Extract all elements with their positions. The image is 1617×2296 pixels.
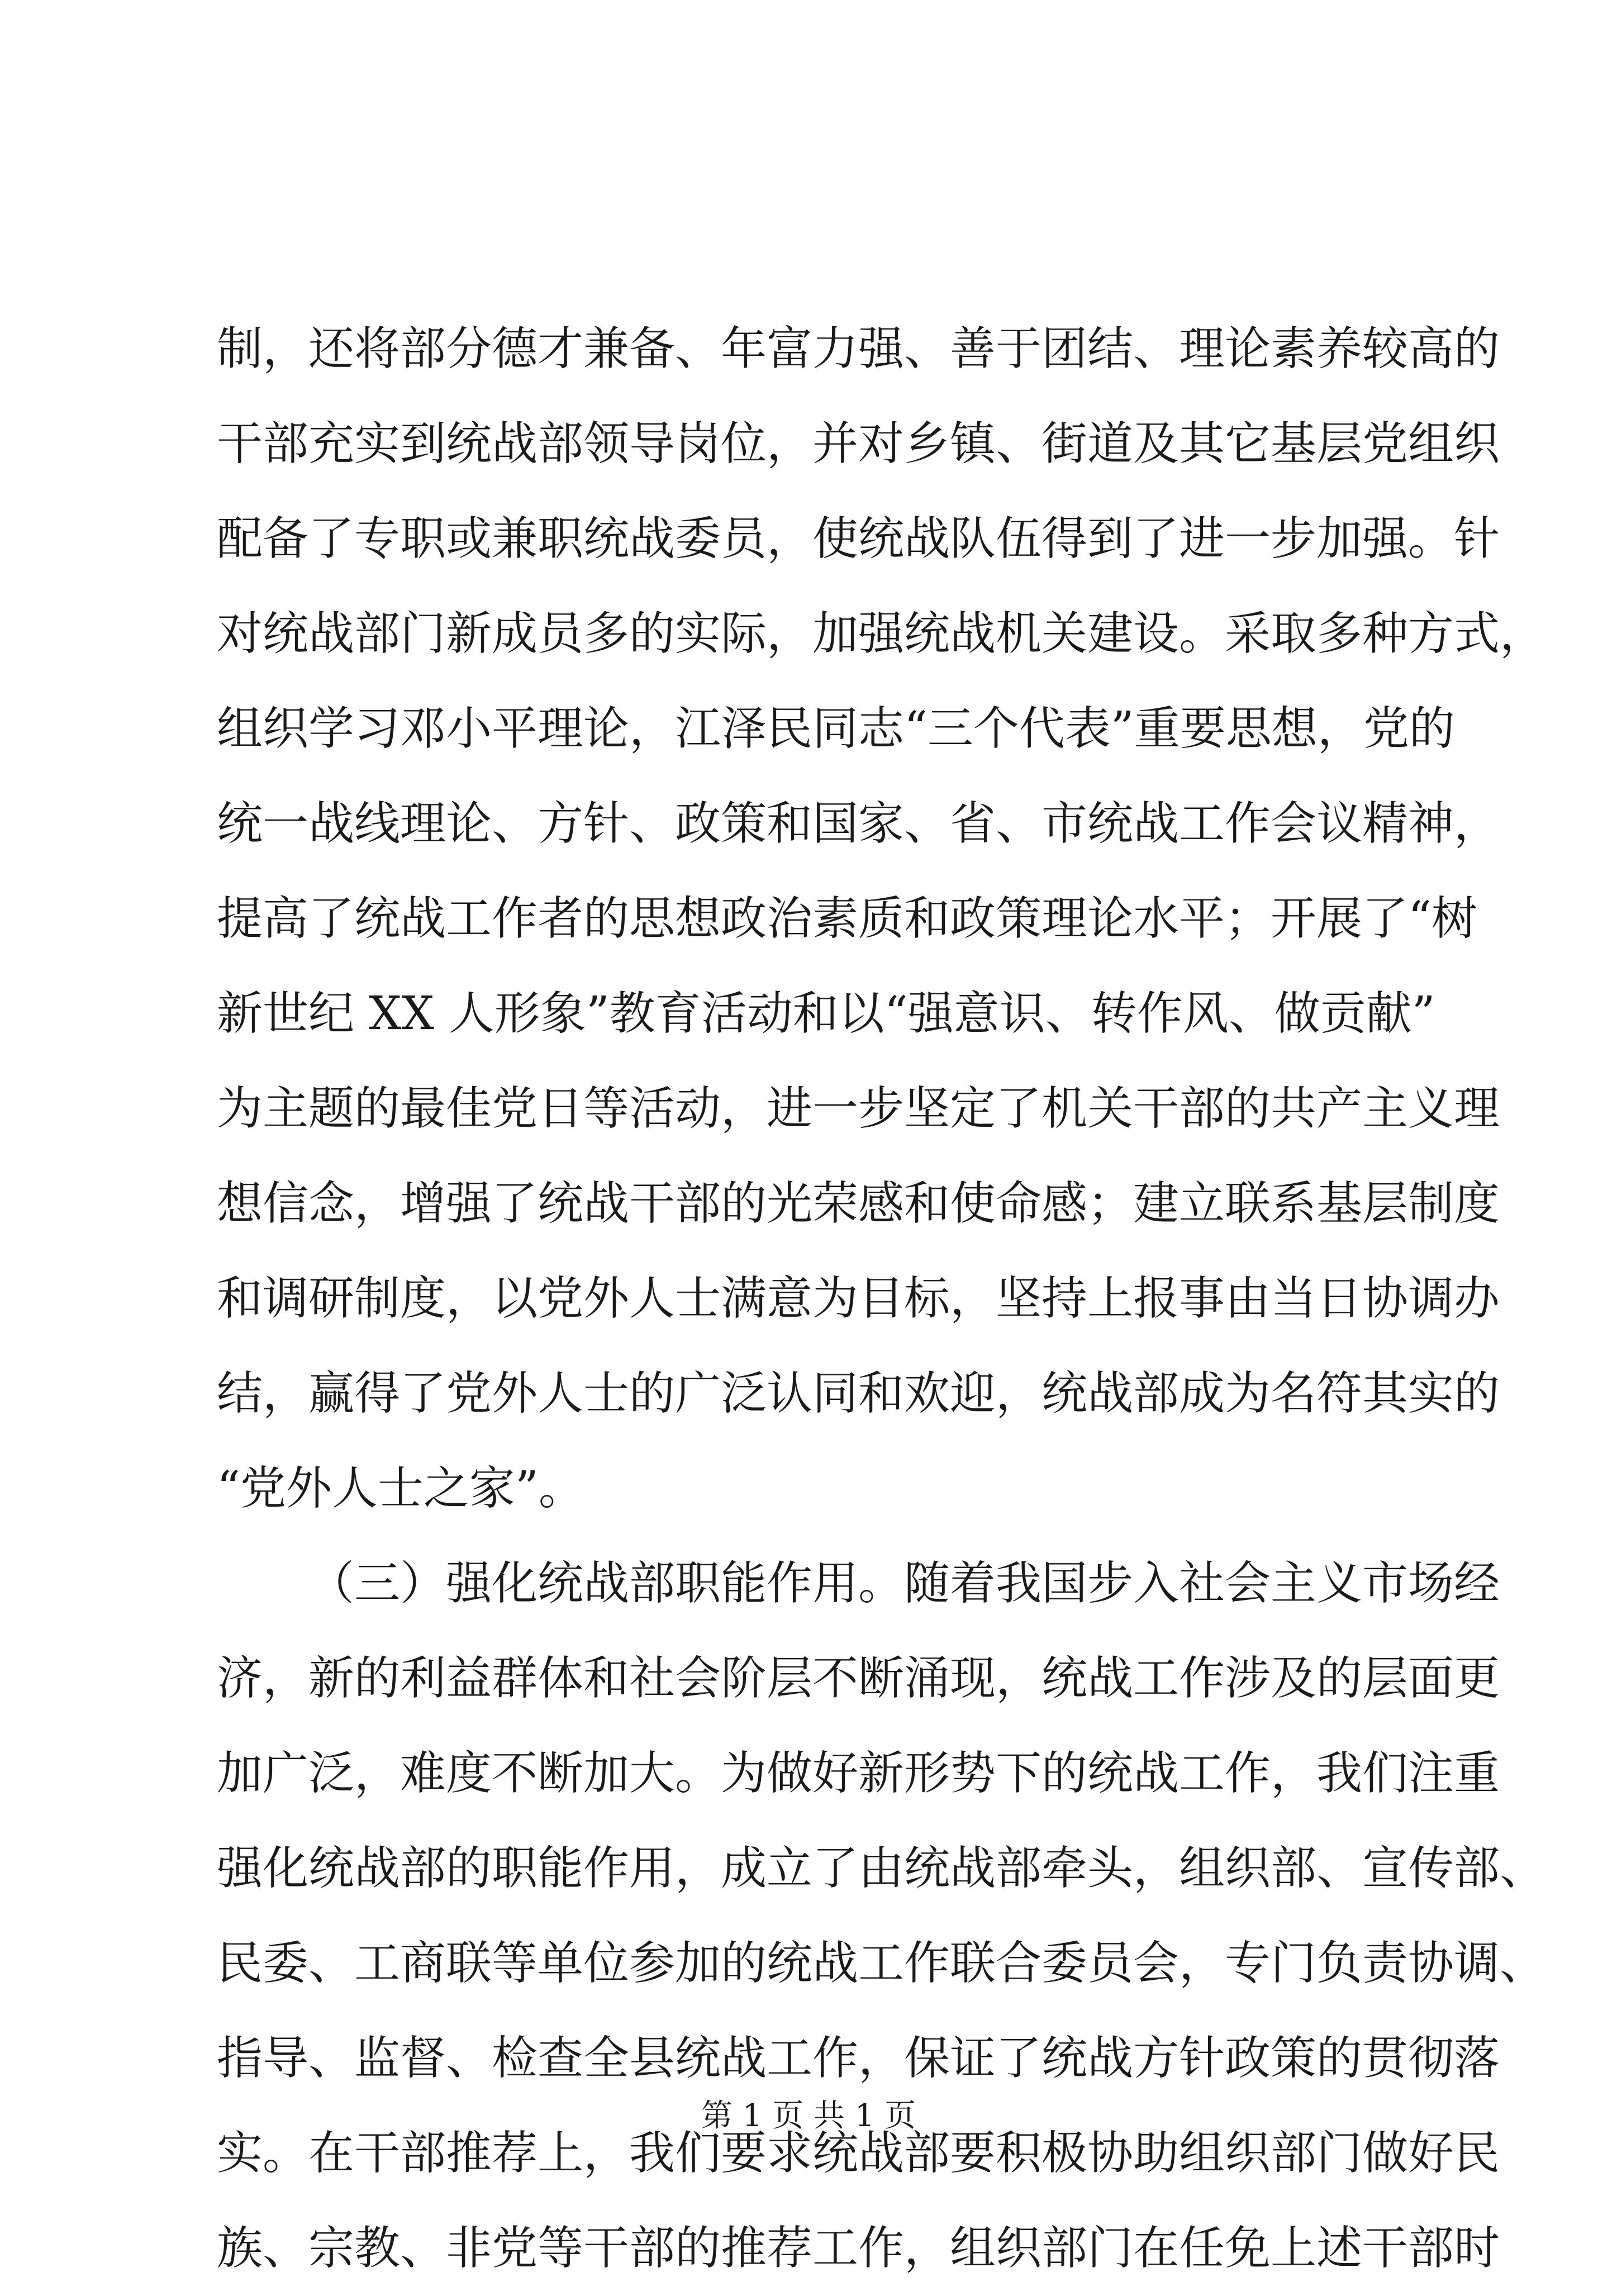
body-line: 想信念，增强了统战干部的光荣感和使命感；建立联系基层制度 [217, 1177, 1500, 1230]
body-line: 干部充实到统战部领导岗位，并对乡镇、街道及其它基层党组织 [217, 417, 1500, 470]
page-footer [0, 2094, 1617, 2138]
paragraph-start-line: （三）强化统战部职能作用。随着我国步入社会主义市场经 [308, 1557, 1500, 1610]
body-line: 配备了专职或兼职统战委员，使统战队伍得到了进一步加强。针 [217, 512, 1500, 565]
body-line: 指导、监督、检查全县统战工作，保证了统战方针政策的贯彻落 [217, 2032, 1500, 2085]
body-line: 实。在干部推荐上，我们要求统战部要积极协助组织部门做好民 [217, 2127, 1500, 2180]
body-line: 提高了统战工作者的思想政治素质和政策理论水平；开展了“树 [217, 892, 1477, 945]
body-line: 和调研制度，以党外人士满意为目标，坚持上报事由当日协调办 [217, 1272, 1500, 1325]
paragraph-end-line: “党外人士之家”。 [217, 1462, 584, 1515]
body-line: 组织学习邓小平理论，江泽民同志“三个代表”重要思想，党的 [217, 702, 1455, 755]
body-line: 强化统战部的职能作用，成立了由统战部牵头，组织部、宣传部、 [217, 1842, 1546, 1895]
body-line: 对统战部门新成员多的实际，加强统战机关建设。采取多种方式， [217, 607, 1546, 660]
body-line: 制，还将部分德才兼备、年富力强、善于团结、理论素养较高的 [217, 322, 1500, 375]
body-line: 族、宗教、非党等干部的推荐工作，组织部门在任免上述干部时 [217, 2222, 1500, 2275]
body-line: 新世纪 XX 人形象”教育活动和以“强意识、转作风、做贡献” [217, 987, 1435, 1040]
body-line: 为主题的最佳党日等活动，进一步坚定了机关干部的共产主义理 [217, 1082, 1500, 1135]
page-number-label: 第 1 页 共 1 页 [701, 2098, 916, 2134]
body-line: 加广泛，难度不断加大。为做好新形势下的统战工作，我们注重 [217, 1747, 1500, 1800]
body-line: 民委、工商联等单位参加的统战工作联合委员会，专门负责协调、 [217, 1937, 1546, 1990]
document-body [217, 302, 1546, 2296]
body-line: 济，新的利益群体和社会阶层不断涌现，统战工作涉及的层面更 [217, 1652, 1500, 1705]
body-line: 结，赢得了党外人士的广泛认同和欢迎，统战部成为名符其实的 [217, 1367, 1500, 1420]
body-line: 统一战线理论、方针、政策和国家、省、市统战工作会议精神， [217, 797, 1500, 850]
